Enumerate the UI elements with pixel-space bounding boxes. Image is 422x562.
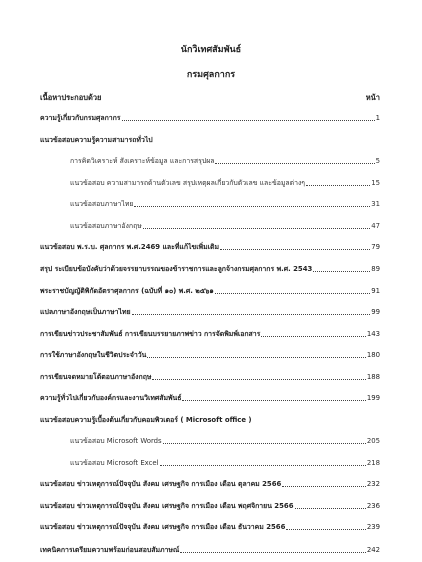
toc-entry-page: 242: [366, 546, 380, 554]
toc-entry-title: แนวข้อสอบ ความสามารถด้านตัวเลข สรุปเหตุผลเกี่ยวกับตัวเลข และข้อมูลต่างๆ: [70, 179, 306, 187]
toc-entry-title: ความรู้ทั่วไปเกี่ยวกับองค์กรและงานวิเทศสัมพันธ์: [40, 394, 182, 402]
toc-leader-dots: [122, 120, 375, 121]
toc-entry: [40, 521, 380, 533]
toc-entry-page: 239: [366, 523, 380, 531]
toc-entry-title: แนวข้อสอบ Microsoft Excel: [70, 459, 159, 467]
toc-entry: [40, 306, 380, 318]
toc-entry-page: 79: [371, 243, 380, 251]
toc-entry: [70, 457, 380, 469]
toc-leader-dots: [286, 529, 366, 530]
toc-entry-page: 199: [366, 394, 380, 402]
toc-entry: [40, 500, 380, 512]
toc-entry-title: สรุป ระเบียบข้อบังคับว่าด้วยจรรยาบรรณของข้าราชการและลูกจ้างกรมศุลกากร พ.ศ. 2543: [40, 265, 313, 273]
toc-entry-page: 232: [366, 480, 380, 488]
document-title: นักวิเทศสัมพันธ์: [180, 45, 242, 55]
toc-entry-page: 99: [371, 308, 380, 316]
toc-leader-dots: [215, 293, 370, 294]
toc-header-page: หน้า: [365, 93, 380, 102]
toc-leader-dots: [147, 357, 366, 358]
toc-entry: [40, 285, 380, 297]
toc-leader-dots: [220, 249, 370, 250]
toc-entry: [40, 112, 380, 124]
toc-entry: [40, 371, 380, 383]
toc-entry-title: แนวข้อสอบความรู้ความสามารถทั่วไป: [40, 136, 153, 144]
toc-entry-title: แนวข้อสอบความรู้เบื้องต้นเกี่ยวกับคอมพิวเตอร์ ( Microsoft office ): [40, 416, 252, 424]
toc-entry-page: 1: [375, 114, 380, 122]
toc-entry-page: 143: [366, 330, 380, 338]
toc-entry-title: การเขียนข่าวประชาสัมพันธ์ การเขียนบรรยายภาพข่าว การจัดพิมพ์เอกสาร: [40, 330, 261, 338]
toc-entry-page: 236: [366, 502, 380, 510]
toc-leader-dots: [160, 465, 366, 466]
toc-entry-title: แนวข้อสอบภาษาไทย: [70, 200, 134, 208]
toc-header-content: เนื้อหาประกอบด้วย: [40, 93, 102, 102]
toc-entry: [40, 349, 380, 361]
toc-entry-page: 15: [371, 179, 380, 187]
toc-entry-title: แปลภาษาอังกฤษเป็นภาษาไทย: [40, 308, 131, 316]
toc-entry: [70, 198, 380, 210]
toc-entry-page: 205: [366, 437, 380, 445]
toc-entry-title: แนวข้อสอบ ข่าวเหตุการณ์ปัจจุบัน สังคม เศรษฐกิจ การเมือง เดือน ธันวาคม 2566: [40, 523, 286, 531]
toc-leader-dots: [180, 552, 366, 553]
toc-entry-page: 89: [371, 265, 380, 273]
toc-entry: [40, 478, 380, 490]
toc-entry-title: แนวข้อสอบ Microsoft Words: [70, 437, 162, 445]
toc-entry-page: 180: [366, 351, 380, 359]
toc-entry: [40, 544, 380, 556]
toc-entry-page: 91: [371, 287, 380, 295]
toc-entry: [70, 435, 380, 447]
toc-entry: [40, 263, 380, 275]
toc-entry-title: ความรู้เกี่ยวกับกรมศุลกากร: [40, 114, 121, 122]
toc-entry-title: พระราชบัญญัติพิกัดอัตราศุลกากร (ฉบับที่ ๑๐) พ.ศ. ๒๕๖๑: [40, 287, 214, 295]
toc-entry: [70, 177, 380, 189]
toc-entry: [40, 241, 380, 253]
toc-entry: [70, 155, 380, 167]
toc-entry: [70, 220, 380, 232]
toc-entry-page: 218: [366, 459, 380, 467]
toc-entry-title: เทคนิคการเตรียมความพร้อมก่อนสอบสัมภาษณ์: [40, 546, 180, 554]
toc-entry-page: 31: [371, 200, 380, 208]
toc-leader-dots: [313, 271, 370, 272]
toc-entry-title: การคิดวิเคราะห์ สังเคราะห์ข้อมูล และการสรุปผล: [70, 157, 215, 165]
toc-leader-dots: [282, 486, 366, 487]
toc-entry-title: การใช้ภาษาอังกฤษในชีวิตประจำวัน: [40, 351, 147, 359]
toc-leader-dots: [295, 508, 366, 509]
toc-leader-dots: [152, 379, 366, 380]
toc-entry: [40, 414, 380, 426]
toc-entry-page: 47: [371, 222, 380, 230]
toc-entry-title: การเขียนจดหมายโต้ตอบภาษาอังกฤษ: [40, 373, 152, 381]
toc-entry-title: แนวข้อสอบ ข่าวเหตุการณ์ปัจจุบัน สังคม เศรษฐกิจ การเมือง เดือน ตุลาคม 2566: [40, 480, 282, 488]
toc-entry-title: แนวข้อสอบ พ.ร.บ. ศุลกากร พ.ศ.2469 และที่แก้ไขเพิ่มเติม: [40, 243, 220, 251]
toc-entry-title: แนวข้อสอบภาษาอังกฤษ: [70, 222, 142, 230]
toc-entry-page: 188: [366, 373, 380, 381]
toc-entry-page: 5: [375, 157, 380, 165]
toc-entry: [40, 328, 380, 340]
toc-leader-dots: [143, 228, 370, 229]
toc-entry-title: แนวข้อสอบ ข่าวเหตุการณ์ปัจจุบัน สังคม เศรษฐกิจ การเมือง เดือน พฤศจิกายน 2566: [40, 502, 294, 510]
toc-leader-dots: [132, 314, 370, 315]
toc-entry: [40, 134, 380, 146]
toc-header: [40, 92, 380, 104]
toc-leader-dots: [182, 400, 366, 401]
toc-leader-dots: [134, 206, 370, 207]
toc-entry: [40, 392, 380, 404]
toc-leader-dots: [306, 185, 370, 186]
toc-leader-dots: [215, 163, 375, 164]
document-subtitle: กรมศุลกากร: [186, 70, 236, 80]
toc-leader-dots: [261, 336, 366, 337]
toc-leader-dots: [163, 443, 366, 444]
